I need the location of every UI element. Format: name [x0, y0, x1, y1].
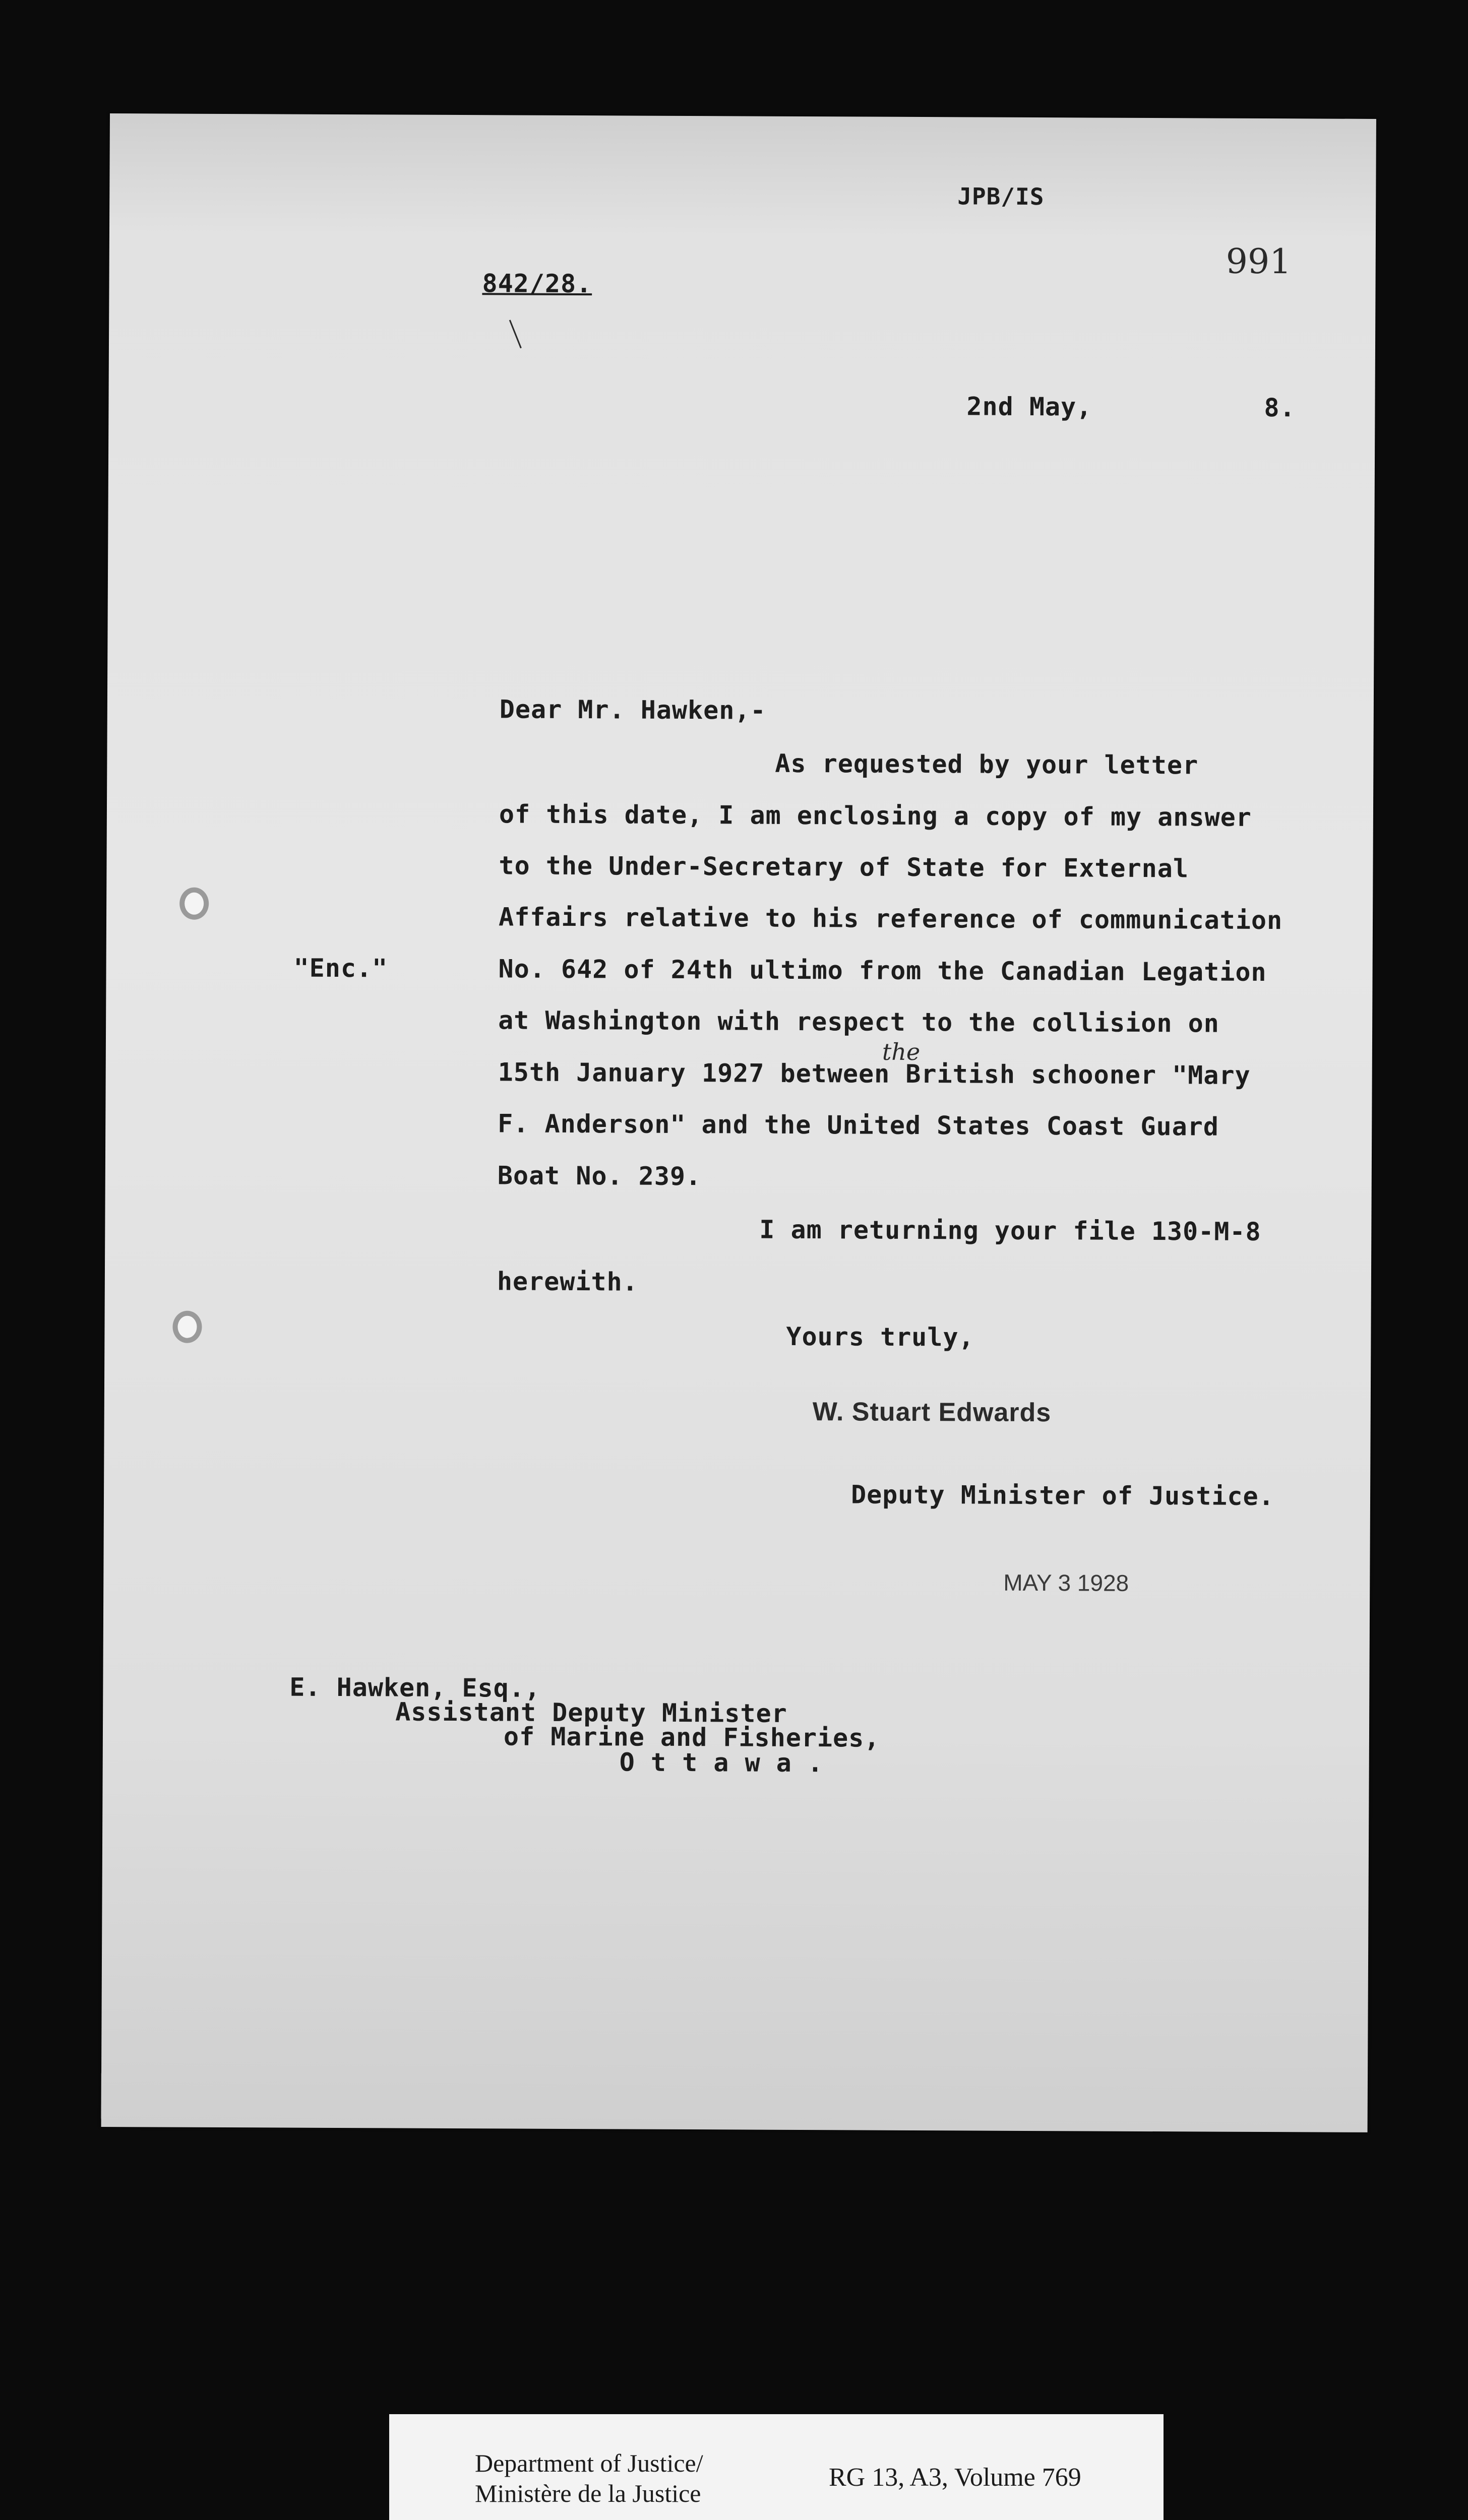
- recipient-department: of Marine and Fisheries,: [503, 1722, 880, 1753]
- recipient-city: O t t a w a .: [619, 1747, 824, 1778]
- letter-date: 2nd May,: [966, 392, 1092, 422]
- folio-number: 991: [1226, 241, 1292, 282]
- recipient-name: E. Hawken, Esq.,: [289, 1672, 541, 1703]
- punch-hole-upper: [179, 888, 209, 920]
- salutation: Dear Mr. Hawken,-: [499, 695, 766, 725]
- body-line-7: 15th January 1927 between British schooner "Mary: [498, 1057, 1251, 1090]
- received-date-stamp: MAY 3 1928: [1003, 1569, 1129, 1596]
- signature-stamp: W. Stuart Edwards: [812, 1397, 1052, 1428]
- body-line-8: F. Anderson" and the United States Coast Guard: [498, 1109, 1219, 1142]
- body-line-3: to the Under-Secretary of State for External: [499, 851, 1189, 884]
- body-line-9: Boat No. 239.: [497, 1161, 702, 1191]
- body-line-1: As requested by your letter: [775, 748, 1199, 780]
- handwritten-insertion: the: [882, 1038, 921, 1066]
- body-line-5: No. 642 of 24th ultimo from the Canadian Legation: [498, 954, 1267, 987]
- body-line-11: herewith.: [497, 1267, 638, 1297]
- department-english: Department of Justice/: [475, 2449, 703, 2477]
- body-line-2: of this date, I am enclosing a copy of my answer: [499, 799, 1252, 832]
- pen-mark: [509, 320, 522, 348]
- recipient-title: Assistant Deputy Minister: [395, 1697, 787, 1728]
- letter-date-year: 8.: [1264, 393, 1296, 423]
- reference-initials: JPB/IS: [957, 182, 1045, 211]
- body-line-6: at Washington with respect to the collision on: [498, 1005, 1219, 1038]
- closing: Yours truly,: [786, 1321, 974, 1352]
- enclosure-note: "Enc.": [293, 953, 388, 983]
- body-line-10: I am returning your file 130-M-8: [759, 1215, 1261, 1246]
- signatory-title: Deputy Minister of Justice.: [850, 1480, 1274, 1511]
- file-number: 842/28.: [482, 269, 592, 299]
- record-group: RG 13, A3, Volume 769: [829, 2463, 1081, 2492]
- department-french: Ministère de la Justice: [475, 2479, 701, 2507]
- body-line-4: Affairs relative to his reference of communication: [498, 902, 1283, 935]
- punch-hole-lower: [172, 1311, 202, 1343]
- letter-page: [101, 113, 1376, 2132]
- archive-reference-card: [389, 2414, 1164, 2520]
